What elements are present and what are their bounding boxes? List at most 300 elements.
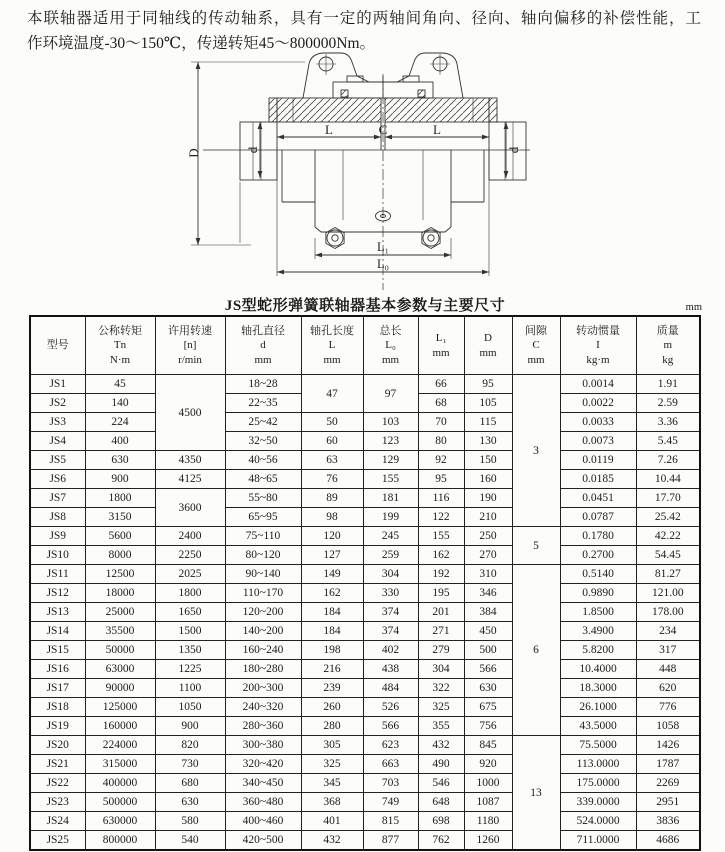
table-cell: 346 <box>464 584 512 603</box>
table-cell: 50 <box>301 413 363 432</box>
table-cell: 22~35 <box>225 394 301 413</box>
table-cell: 900 <box>85 470 155 489</box>
table-cell: 5.8200 <box>560 641 636 660</box>
table-cell: 1260 <box>464 831 512 851</box>
dimension-label-L1: L₁ <box>377 240 389 254</box>
table-cell: 162 <box>301 584 363 603</box>
table-cell: 155 <box>418 527 464 546</box>
table-cell: 345 <box>301 774 363 793</box>
table-cell: 7.26 <box>636 451 700 470</box>
table-cell: JS20 <box>30 736 85 755</box>
table-cell: 12500 <box>85 565 155 584</box>
table-cell: 25.42 <box>636 508 700 527</box>
params-table-body <box>30 375 700 851</box>
table-cell: 113.0000 <box>560 755 636 774</box>
table-cell: 89 <box>301 489 363 508</box>
table-cell: 0.0014 <box>560 375 636 394</box>
table-cell: 55~80 <box>225 489 301 508</box>
table-cell: JS19 <box>30 717 85 736</box>
table-cell: JS11 <box>30 565 85 584</box>
table-cell: 360~480 <box>225 793 301 812</box>
table-cell: 200~300 <box>225 679 301 698</box>
table-cell: 66 <box>418 375 464 394</box>
table-cell: 81.27 <box>636 565 700 584</box>
table-cell: 566 <box>464 660 512 679</box>
table-cell: 271 <box>418 622 464 641</box>
table-cell: 198 <box>301 641 363 660</box>
table-cell: 1087 <box>464 793 512 812</box>
table-cell: 402 <box>363 641 418 660</box>
table-cell: 43.5000 <box>560 717 636 736</box>
table-cell: 484 <box>363 679 418 698</box>
intro-paragraph <box>27 6 701 56</box>
table-cell: 4500 <box>155 375 225 451</box>
table-cell: 25~42 <box>225 413 301 432</box>
table-cell: 125000 <box>85 698 155 717</box>
table-cell: 845 <box>464 736 512 755</box>
table-cell: 546 <box>418 774 464 793</box>
table-cell: 4350 <box>155 451 225 470</box>
table-cell: 432 <box>301 831 363 851</box>
table-row <box>30 603 700 622</box>
table-cell: JS24 <box>30 812 85 831</box>
table-cell: 42.22 <box>636 527 700 546</box>
table-cell: 703 <box>363 774 418 793</box>
table-cell: 566 <box>363 717 418 736</box>
table-cell: 355 <box>418 717 464 736</box>
table-cell: 384 <box>464 603 512 622</box>
table-cell: 315000 <box>85 755 155 774</box>
table-cell: 5600 <box>85 527 155 546</box>
table-cell: 210 <box>464 508 512 527</box>
table-row <box>30 451 700 470</box>
table-cell: 162 <box>418 546 464 565</box>
table-cell: 121.00 <box>636 584 700 603</box>
table-cell: 1350 <box>155 641 225 660</box>
table-cell: 310 <box>464 565 512 584</box>
dimension-label-L0: L₀ <box>377 257 389 271</box>
table-cell: 195 <box>418 584 464 603</box>
column-header: 型号 <box>30 316 85 375</box>
table-cell: JS15 <box>30 641 85 660</box>
table-cell: 192 <box>418 565 464 584</box>
table-cell: 2.59 <box>636 394 700 413</box>
table-cell: 280~360 <box>225 717 301 736</box>
table-cell: 129 <box>363 451 418 470</box>
table-cell: 756 <box>464 717 512 736</box>
table-cell: 18000 <box>85 584 155 603</box>
table-cell: 160000 <box>85 717 155 736</box>
table-cell: 1426 <box>636 736 700 755</box>
table-cell: 184 <box>301 622 363 641</box>
intro-line-1: 本联轴器适用于同轴线的传动轴系，具有一定的两轴间角向、径向、轴向偏移的补偿性能，工 <box>27 10 701 27</box>
table-cell: 374 <box>363 622 418 641</box>
table-cell: 54.45 <box>636 546 700 565</box>
table-cell: 648 <box>418 793 464 812</box>
table-cell: JS6 <box>30 470 85 489</box>
table-cell: 120 <box>301 527 363 546</box>
table-row <box>30 432 700 451</box>
table-cell: 122 <box>418 508 464 527</box>
column-header: L₁ mm <box>418 316 464 375</box>
table-cell: 95 <box>418 470 464 489</box>
table-cell: 18.3000 <box>560 679 636 698</box>
table-cell: 103 <box>363 413 418 432</box>
table-cell: 70 <box>418 413 464 432</box>
table-cell: 127 <box>301 546 363 565</box>
table-title: JS型蛇形弹簧联轴器基本参数与主要尺寸 <box>224 298 506 314</box>
table-cell: 26.1000 <box>560 698 636 717</box>
table-cell: 6 <box>512 565 560 736</box>
table-cell: 0.2700 <box>560 546 636 565</box>
table-cell: 630 <box>464 679 512 698</box>
table-cell: 140 <box>85 394 155 413</box>
table-cell: 800000 <box>85 831 155 851</box>
table-cell: 10.4000 <box>560 660 636 679</box>
table-cell: 239 <box>301 679 363 698</box>
table-cell: 900 <box>155 717 225 736</box>
table-cell: 95 <box>464 375 512 394</box>
table-cell: JS13 <box>30 603 85 622</box>
table-row <box>30 489 700 508</box>
table-cell: 448 <box>636 660 700 679</box>
table-cell: JS25 <box>30 831 85 851</box>
table-cell: 0.0185 <box>560 470 636 489</box>
dimension-label-C: C <box>378 122 388 137</box>
column-header: 公称转矩 Tn N·m <box>85 316 155 375</box>
table-cell: 0.0073 <box>560 432 636 451</box>
table-cell: 5.45 <box>636 432 700 451</box>
table-cell: 1225 <box>155 660 225 679</box>
table-cell: 92 <box>418 451 464 470</box>
table-cell: 250 <box>464 527 512 546</box>
table-cell: 120~200 <box>225 603 301 622</box>
table-row <box>30 565 700 584</box>
table-cell: 25000 <box>85 603 155 622</box>
table-cell: 0.9890 <box>560 584 636 603</box>
table-cell: 150 <box>464 451 512 470</box>
table-cell: 90000 <box>85 679 155 698</box>
table-cell: 181 <box>363 489 418 508</box>
table-cell: 3.4900 <box>560 622 636 641</box>
table-cell: 580 <box>155 812 225 831</box>
table-cell: 1100 <box>155 679 225 698</box>
table-cell: 279 <box>418 641 464 660</box>
table-row <box>30 470 700 489</box>
table-cell: 80 <box>418 432 464 451</box>
table-cell: 340~450 <box>225 774 301 793</box>
table-cell: 2951 <box>636 793 700 812</box>
table-row <box>30 793 700 812</box>
table-cell: 270 <box>464 546 512 565</box>
column-header: 轴孔直径 d mm <box>225 316 301 375</box>
table-row <box>30 755 700 774</box>
table-cell: 80~120 <box>225 546 301 565</box>
table-cell: 500 <box>464 641 512 660</box>
table-cell: 1058 <box>636 717 700 736</box>
table-cell: 490 <box>418 755 464 774</box>
table-cell: JS1 <box>30 375 85 394</box>
table-cell: 815 <box>363 812 418 831</box>
table-row <box>30 660 700 679</box>
table-cell: 1787 <box>636 755 700 774</box>
table-cell: 325 <box>301 755 363 774</box>
table-cell: 1.91 <box>636 375 700 394</box>
table-cell: 524.0000 <box>560 812 636 831</box>
table-cell: 322 <box>418 679 464 698</box>
table-cell: 680 <box>155 774 225 793</box>
dimension-label-L-left: L <box>325 122 333 137</box>
table-cell: 438 <box>363 660 418 679</box>
table-cell: 240~320 <box>225 698 301 717</box>
table-cell: 623 <box>363 736 418 755</box>
table-cell: 260 <box>301 698 363 717</box>
table-cell: 68 <box>418 394 464 413</box>
table-row <box>30 546 700 565</box>
table-cell: 1800 <box>85 489 155 508</box>
table-row <box>30 679 700 698</box>
table-cell: JS4 <box>30 432 85 451</box>
table-cell: 2250 <box>155 546 225 565</box>
table-cell: 110~170 <box>225 584 301 603</box>
table-row <box>30 508 700 527</box>
table-cell: 300~380 <box>225 736 301 755</box>
table-row <box>30 584 700 603</box>
table-cell: 630 <box>85 451 155 470</box>
table-cell: JS8 <box>30 508 85 527</box>
table-cell: 663 <box>363 755 418 774</box>
table-cell: 450 <box>464 622 512 641</box>
table-cell: JS21 <box>30 755 85 774</box>
intro-line-2: 作环境温度-30～150℃，传递转矩45～800000Nm。 <box>27 35 376 52</box>
table-cell: JS10 <box>30 546 85 565</box>
table-cell: 75.5000 <box>560 736 636 755</box>
table-cell: 374 <box>363 603 418 622</box>
table-row <box>30 641 700 660</box>
table-cell: 304 <box>418 660 464 679</box>
coupling-diagram <box>183 50 585 299</box>
table-cell: 105 <box>464 394 512 413</box>
table-cell: 0.0033 <box>560 413 636 432</box>
table-cell: 400~460 <box>225 812 301 831</box>
dimension-label-L-right: L <box>433 122 441 137</box>
table-cell: 317 <box>636 641 700 660</box>
table-cell: 48~65 <box>225 470 301 489</box>
table-cell: 0.0787 <box>560 508 636 527</box>
column-header: 许用转速 [n] r/min <box>155 316 225 375</box>
table-cell: 330 <box>363 584 418 603</box>
table-cell: 0.0119 <box>560 451 636 470</box>
table-row <box>30 717 700 736</box>
table-cell: 3600 <box>155 489 225 527</box>
table-cell: 3150 <box>85 508 155 527</box>
table-cell: 245 <box>363 527 418 546</box>
params-table-head <box>30 316 700 375</box>
table-cell: 432 <box>418 736 464 755</box>
table-cell: 201 <box>418 603 464 622</box>
column-header: 轴孔长度 L mm <box>301 316 363 375</box>
table-cell: 1500 <box>155 622 225 641</box>
dimension-label-d-left: d <box>245 146 260 154</box>
table-cell: JS18 <box>30 698 85 717</box>
table-cell: JS9 <box>30 527 85 546</box>
column-header: 质量 m kg <box>636 316 700 375</box>
table-cell: 620 <box>636 679 700 698</box>
table-cell: 400000 <box>85 774 155 793</box>
table-cell: 630 <box>155 793 225 812</box>
table-cell: 180~280 <box>225 660 301 679</box>
table-cell: 368 <box>301 793 363 812</box>
table-cell: 0.5140 <box>560 565 636 584</box>
table-cell: 149 <box>301 565 363 584</box>
table-row <box>30 622 700 641</box>
table-cell: 776 <box>636 698 700 717</box>
table-cell: 711.0000 <box>560 831 636 851</box>
column-header: 总长 L₀ mm <box>363 316 418 375</box>
table-row <box>30 527 700 546</box>
table-cell: 730 <box>155 755 225 774</box>
column-header: 间隙 C mm <box>512 316 560 375</box>
table-cell: 13 <box>512 736 560 851</box>
table-cell: 140~200 <box>225 622 301 641</box>
table-cell: 630000 <box>85 812 155 831</box>
table-cell: 400 <box>85 432 155 451</box>
table-cell: 3 <box>512 375 560 527</box>
params-table <box>29 315 701 851</box>
table-cell: 90~140 <box>225 565 301 584</box>
table-cell: 2400 <box>155 527 225 546</box>
table-cell: 47 <box>301 375 363 413</box>
table-cell: 75~110 <box>225 527 301 546</box>
table-cell: 65~95 <box>225 508 301 527</box>
table-cell: 3.36 <box>636 413 700 432</box>
table-cell: 526 <box>363 698 418 717</box>
table-cell: 175.0000 <box>560 774 636 793</box>
table-cell: 184 <box>301 603 363 622</box>
table-cell: 40~56 <box>225 451 301 470</box>
table-cell: JS12 <box>30 584 85 603</box>
dimension-label-d-right: d <box>506 146 521 154</box>
table-cell: 1.8500 <box>560 603 636 622</box>
table-cell: 500000 <box>85 793 155 812</box>
table-cell: 4125 <box>155 470 225 489</box>
table-cell: 675 <box>464 698 512 717</box>
table-cell: JS17 <box>30 679 85 698</box>
table-cell: 305 <box>301 736 363 755</box>
table-row <box>30 736 700 755</box>
table-cell: 2269 <box>636 774 700 793</box>
table-cell: 5 <box>512 527 560 565</box>
table-cell: 76 <box>301 470 363 489</box>
table-cell: 60 <box>301 432 363 451</box>
table-cell: 98 <box>301 508 363 527</box>
dimension-label-D: D <box>186 148 201 158</box>
table-row <box>30 774 700 793</box>
table-cell: 18~28 <box>225 375 301 394</box>
table-cell: 304 <box>363 565 418 584</box>
table-cell: 1800 <box>155 584 225 603</box>
table-unit-note: mm <box>685 302 702 313</box>
table-cell: 216 <box>301 660 363 679</box>
table-cell: 762 <box>418 831 464 851</box>
table-cell: 1050 <box>155 698 225 717</box>
table-row <box>30 413 700 432</box>
table-cell: 877 <box>363 831 418 851</box>
table-cell: 190 <box>464 489 512 508</box>
table-cell: 0.1780 <box>560 527 636 546</box>
table-cell: 234 <box>636 622 700 641</box>
table-cell: 160~240 <box>225 641 301 660</box>
table-cell: 10.44 <box>636 470 700 489</box>
table-row <box>30 812 700 831</box>
table-cell: 116 <box>418 489 464 508</box>
table-cell: JS5 <box>30 451 85 470</box>
table-cell: 160 <box>464 470 512 489</box>
table-row <box>30 831 700 851</box>
table-cell: 45 <box>85 375 155 394</box>
table-cell: JS7 <box>30 489 85 508</box>
table-cell: 2025 <box>155 565 225 584</box>
table-cell: 920 <box>464 755 512 774</box>
table-cell: 540 <box>155 831 225 851</box>
table-cell: 35500 <box>85 622 155 641</box>
table-cell: 130 <box>464 432 512 451</box>
table-cell: 8000 <box>85 546 155 565</box>
column-header: D mm <box>464 316 512 375</box>
table-cell: JS22 <box>30 774 85 793</box>
table-cell: 325 <box>418 698 464 717</box>
table-cell: 199 <box>363 508 418 527</box>
table-cell: 420~500 <box>225 831 301 851</box>
table-cell: 178.00 <box>636 603 700 622</box>
table-cell: 0.0022 <box>560 394 636 413</box>
table-cell: 1650 <box>155 603 225 622</box>
table-cell: JS14 <box>30 622 85 641</box>
table-cell: 97 <box>363 375 418 413</box>
table-cell: 224 <box>85 413 155 432</box>
table-cell: 3836 <box>636 812 700 831</box>
table-cell: JS3 <box>30 413 85 432</box>
table-row <box>30 698 700 717</box>
table-cell: 123 <box>363 432 418 451</box>
table-cell: 259 <box>363 546 418 565</box>
table-cell: 339.0000 <box>560 793 636 812</box>
table-cell: 50000 <box>85 641 155 660</box>
table-cell: 63 <box>301 451 363 470</box>
table-cell: 1000 <box>464 774 512 793</box>
table-cell: JS23 <box>30 793 85 812</box>
column-header: 转动惯量 I kg·m <box>560 316 636 375</box>
table-cell: 749 <box>363 793 418 812</box>
table-cell: 63000 <box>85 660 155 679</box>
table-cell: 224000 <box>85 736 155 755</box>
table-cell: 280 <box>301 717 363 736</box>
table-cell: 115 <box>464 413 512 432</box>
table-cell: 698 <box>418 812 464 831</box>
table-cell: JS2 <box>30 394 85 413</box>
table-cell: 401 <box>301 812 363 831</box>
table-cell: 17.70 <box>636 489 700 508</box>
table-cell: 320~420 <box>225 755 301 774</box>
table-cell: 820 <box>155 736 225 755</box>
table-cell: 155 <box>363 470 418 489</box>
table-cell: 0.0451 <box>560 489 636 508</box>
header-row <box>30 316 700 375</box>
table-cell: 1180 <box>464 812 512 831</box>
table-row <box>30 375 700 394</box>
table-cell: 32~50 <box>225 432 301 451</box>
table-cell: JS16 <box>30 660 85 679</box>
